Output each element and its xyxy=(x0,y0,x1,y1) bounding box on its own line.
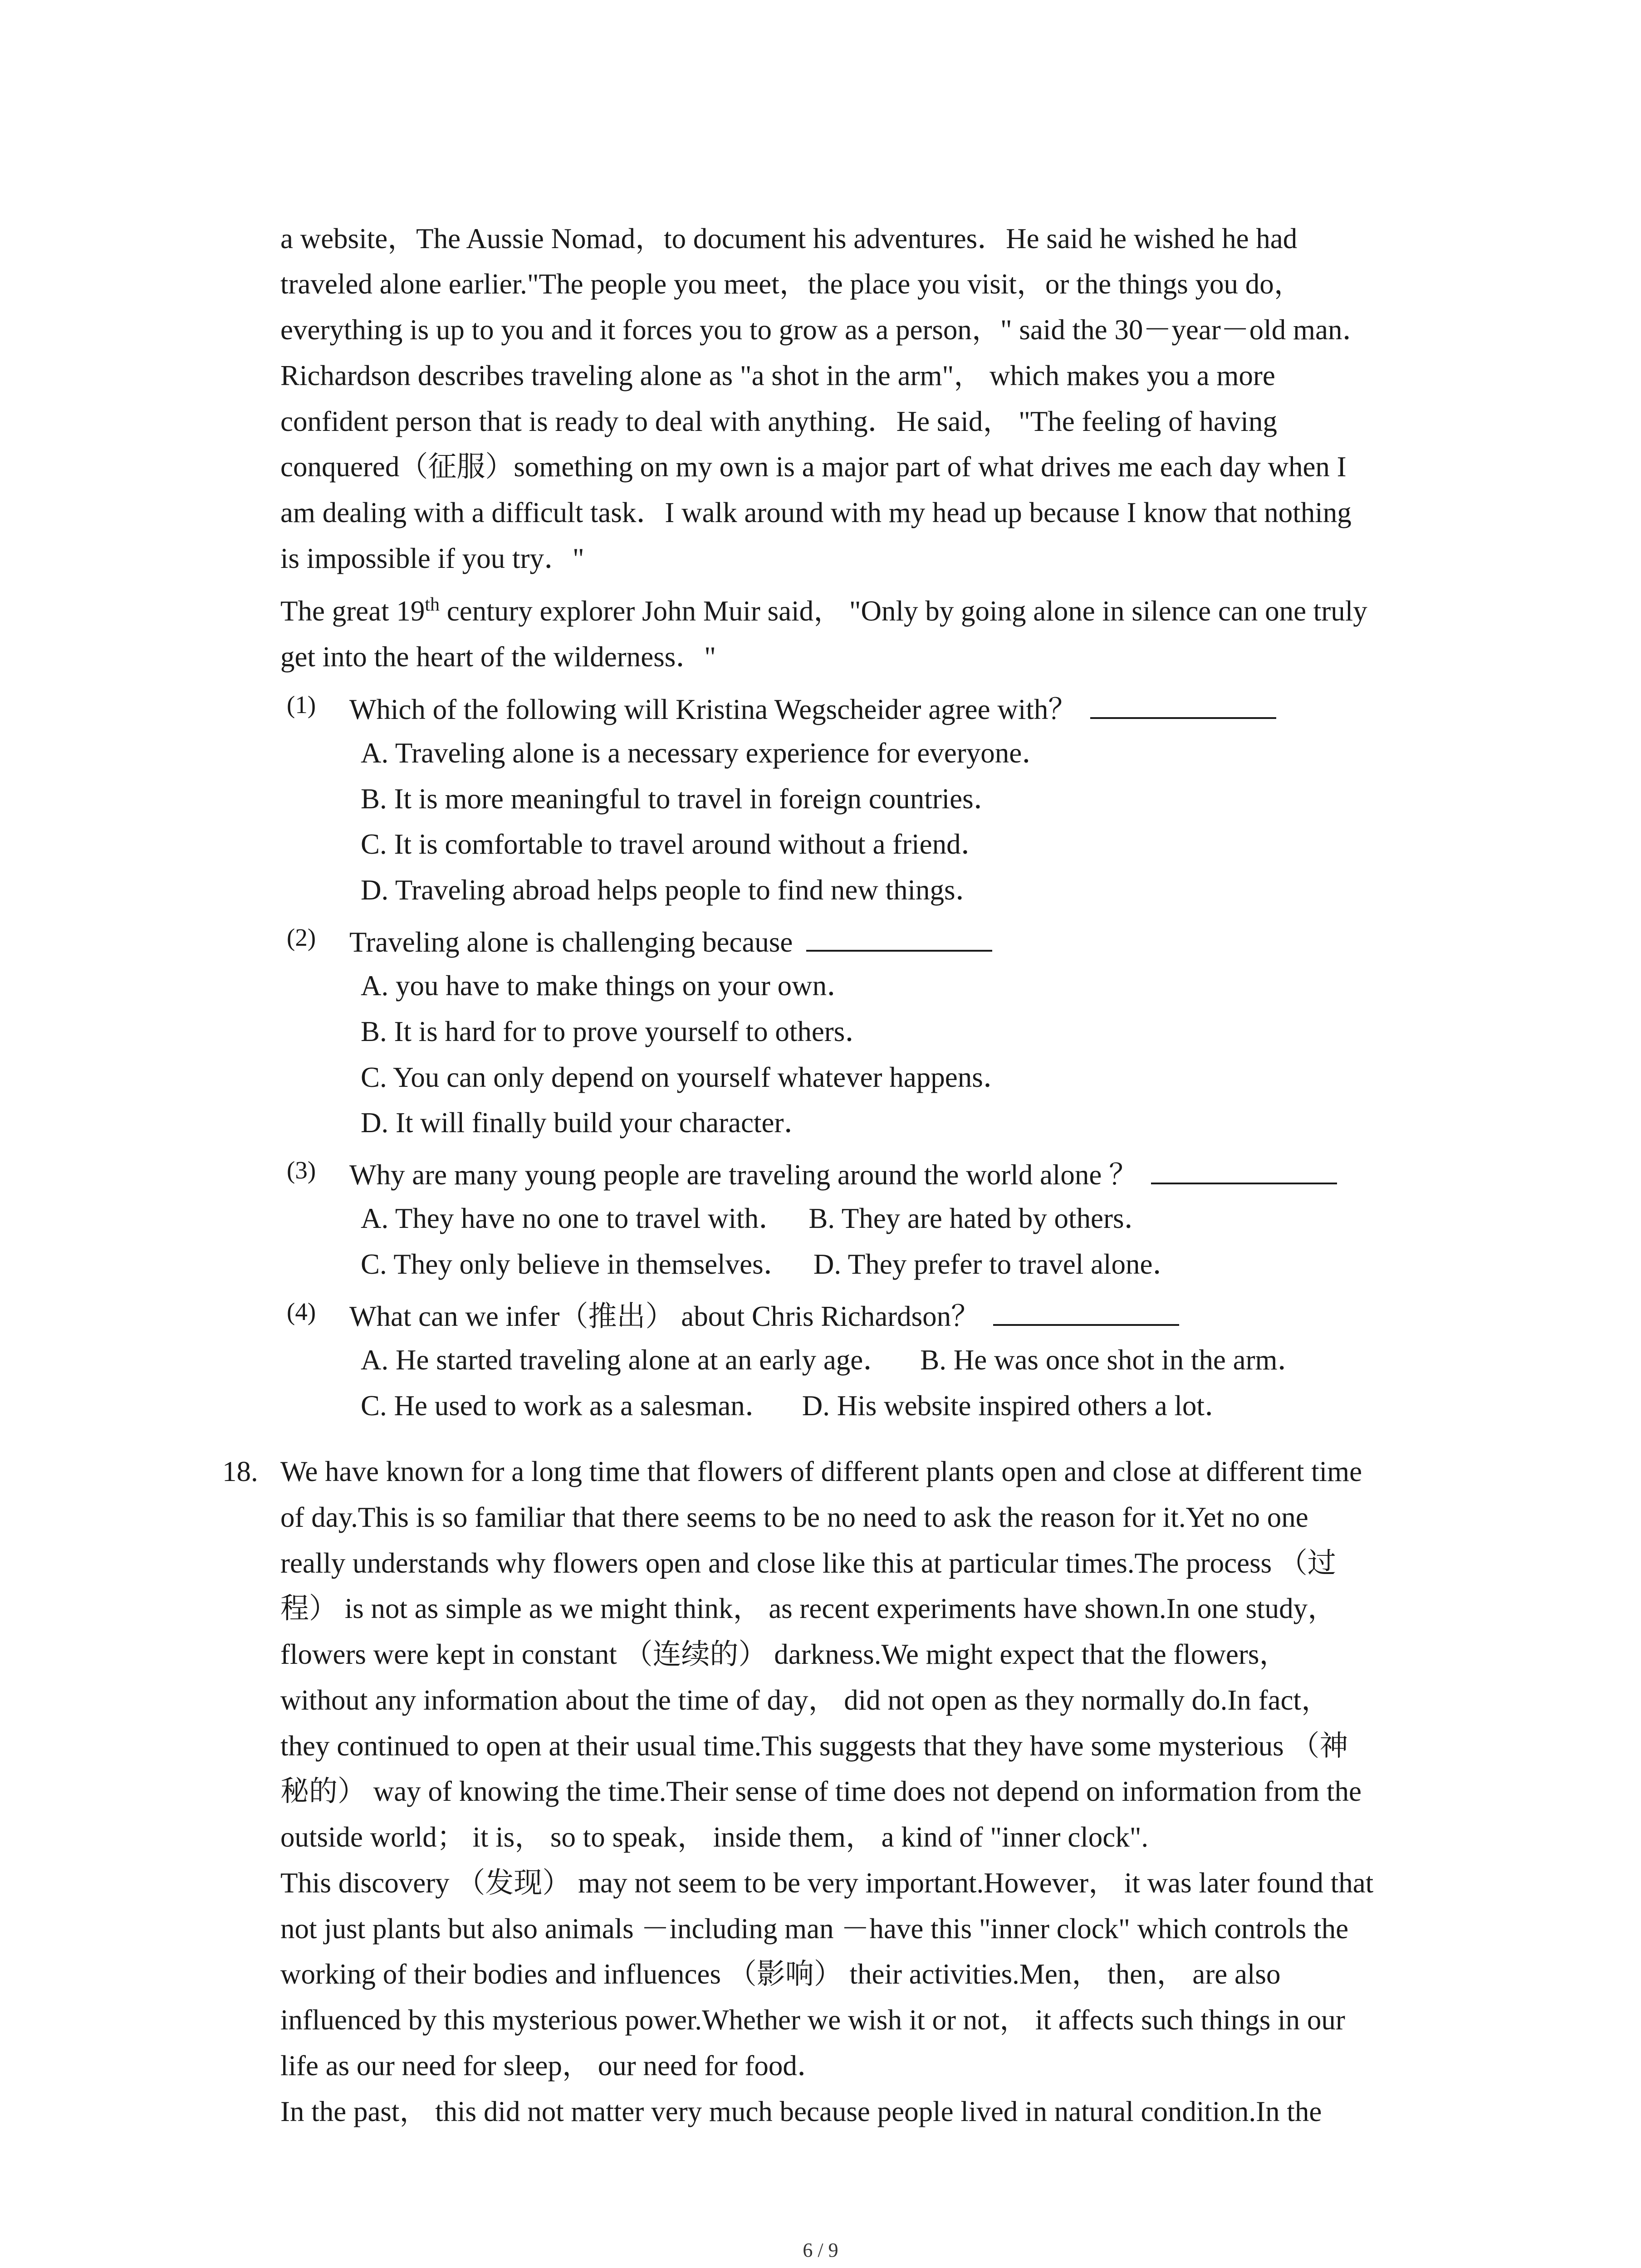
answer-blank[interactable] xyxy=(806,923,992,952)
passage-line: everything is up to you and it forces you to grow as a person，" said the 30－year－old man． xyxy=(280,314,1371,346)
options-ab: A. He started traveling alone at an early age． B. He was once shot in the arm． xyxy=(361,1344,1306,1376)
ordinal-suffix: th xyxy=(425,594,440,615)
options-ab: A. They have no one to travel with． B. They are hated by others． xyxy=(361,1202,1153,1234)
passage-line: without any information about the time of day， did not open as they normally do.In fact， xyxy=(280,1684,1330,1716)
passage-line: not just plants but also animals －including man －have this "inner clock" which controls the xyxy=(280,1913,1349,1945)
passage-line: is impossible if you try．" xyxy=(280,543,584,574)
option-d: D. It will finally build your character． xyxy=(361,1107,813,1139)
question-text: Traveling alone is challenging because xyxy=(349,926,793,958)
answer-blank[interactable] xyxy=(1090,690,1276,719)
passage-line: working of their bodies and influences （影响） their activities.Men， then， are also xyxy=(280,1958,1281,1990)
passage-line: get into the heart of the wilderness．" xyxy=(280,641,716,673)
passage-line: life as our need for sleep， our need for food． xyxy=(280,2050,826,2082)
passage-line: a website，The Aussie Nomad，to document his adventures．He said he wished he had xyxy=(280,223,1298,254)
question-number: (3) xyxy=(287,1156,316,1184)
options-cd: C. They only believe in themselves． D. They prefer to travel alone． xyxy=(361,1248,1181,1280)
question-number: (2) xyxy=(287,924,316,951)
passage-line: 秘的） way of knowing the time.Their sense of time does not depend on information from the xyxy=(280,1775,1362,1807)
passage-line: they continued to open at their usual time.This suggests that they have some mysterious （神 xyxy=(280,1730,1348,1762)
passage-line: influenced by this mysterious power.Whether we wish it or not， it affects such things in our xyxy=(280,2004,1345,2036)
passage-line: 程） is not as simple as we might think， as recent experiments have shown.In one study， xyxy=(280,1593,1337,1624)
passage-line: conquered（征服）something on my own is a major part of what drives me each day when I xyxy=(280,451,1347,483)
option-c: C. You can only depend on yourself whatever happens． xyxy=(361,1061,1012,1093)
question-text-row xyxy=(349,1297,1179,1334)
passage-line: Richardson describes traveling alone as "a shot in the arm"， which makes you a more xyxy=(280,360,1275,391)
question-text: Which of the following will Kristina Wegscheider agree with？ xyxy=(349,694,1077,725)
passage-line: This discovery （发现） may not seem to be very important.However， it was later found that xyxy=(280,1867,1374,1899)
passage-line: traveled alone earlier."The people you meet，the place you visit，or the things you do， xyxy=(280,268,1303,300)
question-text-row xyxy=(349,923,992,959)
page-number: 6 / 9 xyxy=(803,2239,838,2261)
option-c: C. It is comfortable to travel around without a friend． xyxy=(361,828,989,860)
passage-line: am dealing with a difficult task．I walk around with my head up because I know that nothing xyxy=(280,497,1352,528)
question-text: Why are many young people are traveling around the world alone ？ xyxy=(349,1159,1138,1191)
options-cd: C. He used to work as a salesman． D. His website inspired others a lot． xyxy=(361,1390,1233,1422)
passage-line: of day.This is so familiar that there seems to be no need to ask the reason for it.Yet no one xyxy=(280,1501,1308,1533)
muir-quote-line xyxy=(280,594,1367,628)
question-number: (1) xyxy=(287,691,316,719)
passage-line: In the past， this did not matter very much because people lived in natural condition.In the xyxy=(280,2096,1322,2127)
option-a: A. Traveling alone is a necessary experience for everyone． xyxy=(361,737,1051,769)
question-text-row xyxy=(349,690,1276,727)
passage-line: confident person that is ready to deal with anything．He said， "The feeling of having xyxy=(280,406,1277,437)
option-d: D. Traveling abroad helps people to find new things． xyxy=(361,874,984,906)
answer-blank[interactable] xyxy=(993,1297,1179,1326)
option-b: B. It is hard for to prove yourself to others． xyxy=(361,1016,874,1047)
question-text-row xyxy=(349,1155,1337,1192)
answer-blank[interactable] xyxy=(1151,1155,1337,1184)
option-a: A. you have to make things on your own． xyxy=(361,970,856,1002)
passage-line: flowers were kept in constant （连续的） darkness.We might expect that the flowers， xyxy=(280,1638,1288,1670)
passage-line: outside world； it is， so to speak， inside them， a kind of "inner clock". xyxy=(280,1821,1149,1853)
question-text: What can we infer（推出） about Chris Richardson？ xyxy=(349,1300,980,1332)
muir-line-start: The great 19 xyxy=(280,595,425,627)
question-number: (4) xyxy=(287,1298,316,1325)
passage-line: We have known for a long time that flowers of different plants open and close at different time xyxy=(280,1456,1362,1487)
passage-number: 18. xyxy=(222,1456,258,1487)
muir-line-end: century explorer John Muir said， "Only by going alone in silence can one truly xyxy=(440,595,1367,627)
passage-line: really understands why flowers open and close like this at particular times.The process （过 xyxy=(280,1547,1336,1579)
option-b: B. It is more meaningful to travel in foreign countries． xyxy=(361,783,1002,815)
